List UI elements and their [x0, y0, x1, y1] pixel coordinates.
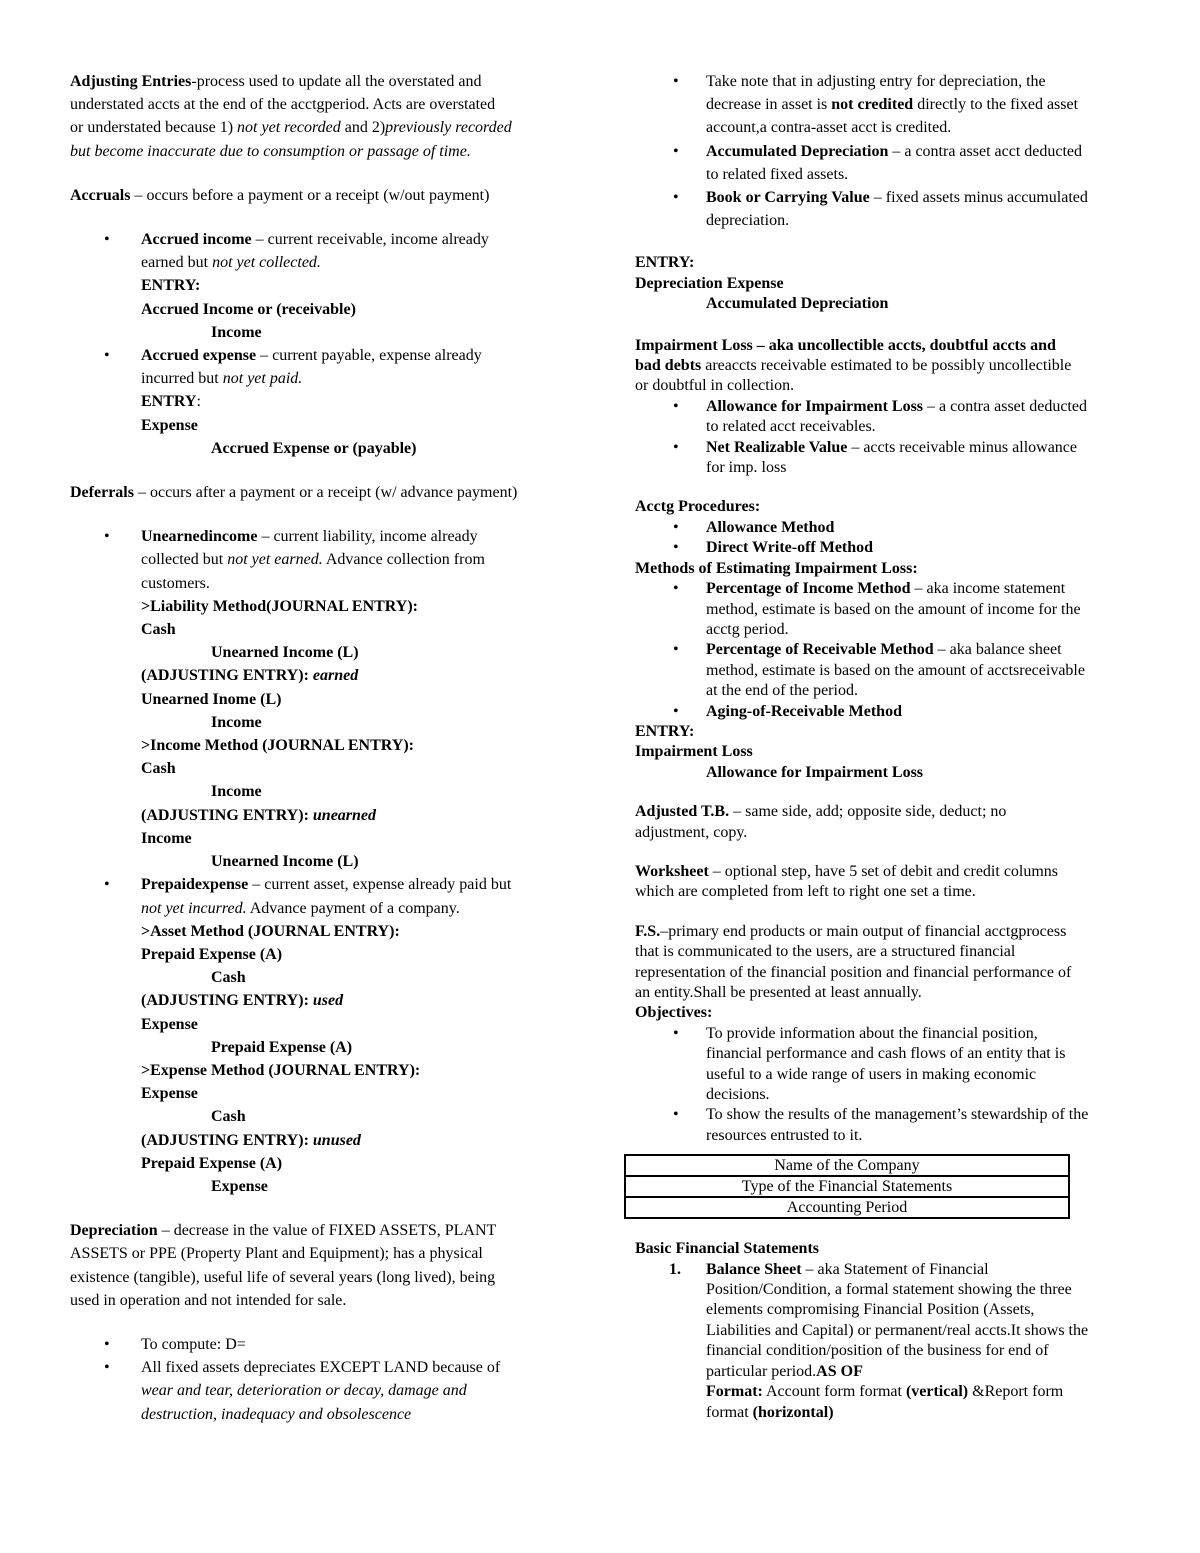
text: understated accts at the end of the acctgperiod. Acts are overstated — [70, 96, 496, 114]
text: customers. — [141, 574, 210, 592]
text: resources entrusted to it. — [706, 1126, 863, 1144]
entry-credit: Accumulated Depreciation — [706, 295, 889, 313]
term: Worksheet — [635, 862, 709, 880]
bullet-icon: • — [104, 528, 110, 546]
text: – current receivable, income already — [251, 231, 489, 249]
text: but become inaccurate due to consumption or passage of time. — [70, 142, 471, 160]
procedure-item — [635, 538, 1135, 558]
bullet-icon: • — [673, 73, 679, 90]
impairment-paragraph — [635, 336, 1135, 397]
entry-label: ENTRY: — [635, 254, 695, 272]
text: account,a contra-asset acct is credited. — [706, 119, 952, 137]
method-item — [635, 579, 1135, 640]
text: previously recorded — [385, 119, 512, 137]
procedure-item — [635, 518, 1135, 538]
text: (horizontal) — [752, 1403, 834, 1421]
term: Net Realizable Value — [706, 438, 848, 456]
land-exception-item — [70, 1356, 580, 1426]
text: Direct Write-off Method — [706, 539, 874, 557]
text: which are completed from left to right one set a time. — [635, 883, 976, 901]
entry-debit: Cash — [141, 621, 176, 639]
fs-paragraph — [635, 922, 1135, 1146]
allowance-item — [635, 397, 1135, 438]
adjusting-word: unused — [312, 1131, 361, 1149]
entry-label: ENTRY: — [635, 722, 695, 740]
text: financial performance and cash flows of an entity that is — [706, 1045, 1066, 1063]
bullet-icon: • — [673, 702, 679, 720]
accrued-expense-item — [70, 344, 580, 460]
text: that is communicated to the users, are a structured financial — [635, 943, 1016, 961]
entry-credit: Income — [211, 323, 262, 341]
dep-note-item — [635, 70, 1135, 140]
fs-header-table — [624, 1154, 1070, 1219]
accruals-paragraph — [70, 184, 580, 207]
text: used in operation and not intended for sale. — [70, 1291, 347, 1309]
method-heading: >Liability Method(JOURNAL ENTRY): — [141, 597, 419, 615]
term: Prepaidexpense — [141, 876, 249, 894]
compute-item — [70, 1333, 580, 1356]
text: Account form format — [762, 1383, 906, 1401]
bullet-icon: • — [673, 1024, 679, 1042]
objective-item — [635, 1024, 1135, 1106]
table-cell: Name of the Company — [625, 1155, 1069, 1176]
text: – current asset, expense already paid but — [248, 876, 512, 894]
term: Deferrals — [70, 484, 134, 502]
text: incurred but — [141, 370, 223, 388]
bullet-icon: • — [673, 142, 679, 160]
text: acctg period. — [706, 620, 789, 638]
entry-label: ENTRY: — [141, 277, 201, 295]
bullet-icon: • — [673, 1106, 679, 1124]
adjusting-label: (ADJUSTING ENTRY): — [141, 1131, 313, 1149]
text: Advance payment of a company. — [246, 899, 460, 917]
table-cell: Type of the Financial Statements — [625, 1176, 1069, 1197]
term: Accrued expense — [141, 347, 257, 365]
text: ASSETS or PPE (Property Plant and Equipment); has a physical — [70, 1245, 483, 1263]
method-heading: >Expense Method (JOURNAL ENTRY): — [141, 1061, 421, 1079]
text: – same side, add; opposite side, deduct; no — [729, 803, 1007, 821]
bullet-icon: • — [104, 347, 110, 365]
text: and 2) — [340, 119, 386, 137]
text: method, estimate is based on the amount of income for the — [706, 600, 1081, 618]
section-heading: Methods of Estimating Impairment Loss: — [635, 559, 918, 577]
bullet-icon: • — [673, 397, 679, 415]
text: AS OF — [816, 1362, 863, 1380]
adjusting-word: used — [312, 992, 344, 1010]
term: Adjusted T.B. — [635, 803, 730, 821]
text: – occurs before a payment or a receipt (w/out payment) — [130, 186, 490, 204]
term: F.S. — [635, 922, 661, 940]
text: not yet recorded — [237, 119, 341, 137]
entry-debit: Cash — [141, 760, 176, 778]
objective-item — [635, 1105, 1135, 1146]
text: decrease in asset is — [706, 96, 832, 114]
entry-credit: Cash — [211, 969, 246, 987]
text: Advance collection from — [322, 551, 485, 569]
bullet-icon: • — [104, 231, 110, 249]
text: – decrease in the value of FIXED ASSETS, PLANT — [157, 1222, 497, 1240]
term: Accumulated Depreciation — [706, 142, 889, 160]
bullet-icon: • — [673, 189, 679, 207]
text: depreciation. — [706, 212, 790, 230]
text: not yet earned. — [227, 551, 323, 569]
entry-debit: Prepaid Expense (A) — [141, 945, 283, 963]
depreciation-paragraph — [70, 1219, 580, 1312]
text: wear and tear, deterioration or decay, damage and — [141, 1382, 467, 1400]
left-column — [70, 70, 580, 1426]
adjusting-label: (ADJUSTING ENTRY): — [141, 667, 313, 685]
term: Accrued income — [141, 231, 252, 249]
text: Liabilities and Capital) or permanent/real accts.It shows the — [706, 1321, 1089, 1339]
worksheet-paragraph — [635, 862, 1135, 903]
entry-credit: Unearned Income (L) — [211, 644, 359, 662]
entry-debit: Income — [141, 829, 192, 847]
unearned-income-item — [70, 525, 580, 873]
text: – current payable, expense already — [256, 347, 482, 365]
table-row — [625, 1155, 1069, 1176]
text: method, estimate is based on the amount of acctsreceivable — [706, 661, 1085, 679]
adjusting-label: (ADJUSTING ENTRY): — [141, 806, 313, 824]
entry-debit: Impairment Loss — [635, 743, 753, 761]
text: useful to a wide range of users in making economic — [706, 1065, 1037, 1083]
text: -process used to update all the overstated and — [191, 73, 482, 90]
text: directly to the fixed asset — [913, 96, 1079, 114]
text: not credited — [831, 96, 914, 114]
text: – optional step, have 5 set of debit and credit columns — [708, 862, 1059, 880]
text: decisions. — [706, 1086, 770, 1104]
text: bad debts — [635, 357, 702, 375]
list-number: 1. — [669, 1260, 681, 1278]
text: Allowance Method — [706, 518, 835, 536]
entry-debit: Expense — [141, 1085, 198, 1103]
adjusting-word: earned — [312, 667, 359, 685]
section-heading: Objectives: — [635, 1004, 713, 1022]
method-item — [635, 640, 1135, 701]
entry-debit: Unearned Inome (L) — [141, 690, 282, 708]
procedures-section — [635, 497, 1135, 783]
bullet-icon: • — [673, 539, 679, 557]
method-heading: >Asset Method (JOURNAL ENTRY): — [141, 922, 400, 940]
text: Aging-of-Receivable Method — [706, 702, 902, 720]
text: or understated because 1) — [70, 119, 238, 137]
depreciation-entry — [635, 253, 1135, 314]
text: elements compromising Financial Position (Assets, — [706, 1301, 1035, 1319]
text: adjustment, copy. — [635, 823, 748, 841]
text: To compute: D= — [141, 1335, 246, 1353]
deferrals-paragraph — [70, 481, 580, 504]
text: representation of the financial position and financial performance of — [635, 963, 1072, 981]
text: an entity.Shall be presented at least annually. — [635, 984, 922, 1002]
entry-credit: Income — [211, 713, 262, 731]
text: existence (tangible), useful life of several years (long lived), being — [70, 1268, 496, 1286]
book-value-item — [635, 186, 1135, 232]
text: To show the results of the management’s stewardship of the — [706, 1106, 1089, 1124]
term: Adjusting Entries — [70, 73, 192, 90]
entry-debit: Expense — [141, 1015, 198, 1033]
text: not yet incurred. — [141, 899, 247, 917]
text: to related fixed assets. — [706, 165, 849, 183]
text: – occurs after a payment or a receipt (w/ advance payment) — [133, 484, 518, 502]
section-heading: Acctg Procedures: — [635, 498, 761, 516]
term: Allowance for Impairment Loss — [706, 397, 924, 415]
entry-credit: Prepaid Expense (A) — [211, 1038, 353, 1056]
text: collected but — [141, 551, 228, 569]
section-heading: Basic Financial Statements — [635, 1240, 819, 1258]
term: Percentage of Income Method — [706, 580, 911, 598]
text: not yet paid. — [222, 370, 303, 388]
term: Book or Carrying Value — [706, 189, 870, 207]
bullet-icon: • — [104, 1335, 110, 1353]
text: or doubtful in collection. — [635, 377, 795, 395]
text: (vertical) — [905, 1383, 969, 1401]
text: – current liability, income already — [257, 528, 478, 546]
bullet-icon: • — [104, 1359, 110, 1377]
balance-sheet-item — [635, 1260, 1135, 1423]
adjusting-label: (ADJUSTING ENTRY): — [141, 992, 313, 1010]
text: All fixed assets depreciates EXCEPT LAND because of — [141, 1359, 501, 1377]
text: format — [706, 1403, 753, 1421]
table-cell: Accounting Period — [625, 1197, 1069, 1218]
text: for imp. loss — [706, 459, 787, 477]
method-heading: >Income Method (JOURNAL ENTRY): — [141, 737, 414, 755]
bullet-icon: • — [673, 518, 679, 536]
text: – accts receivable minus allowance — [847, 438, 1077, 456]
text: areaccts receivable estimated to be possibly uncollectible — [701, 357, 1072, 375]
accrued-income-item — [70, 228, 580, 344]
text: financial condition/position of the business for end of — [706, 1342, 1049, 1360]
entry-credit: Income — [211, 783, 262, 801]
text: – aka Statement of Financial — [801, 1260, 989, 1278]
text: not yet collected. — [212, 254, 321, 272]
method-item — [635, 702, 1135, 722]
term: Unearnedincome — [141, 528, 258, 546]
term: Accruals — [70, 186, 131, 204]
entry-credit: Cash — [211, 1108, 246, 1126]
accumulated-depreciation-item — [635, 140, 1135, 186]
entry-credit: Accrued Expense or (payable) — [211, 439, 417, 457]
text: Position/Condition, a formal statement showing the three — [706, 1281, 1072, 1299]
term: Balance Sheet — [706, 1260, 802, 1278]
entry-debit: Accrued Income or (receivable) — [141, 300, 356, 318]
adjusting-entries-paragraph — [70, 70, 580, 163]
entry-debit: Prepaid Expense (A) — [141, 1154, 283, 1172]
entry-credit: Allowance for Impairment Loss — [706, 763, 924, 781]
right-column — [635, 70, 1135, 1423]
entry-credit: Unearned Income (L) — [211, 853, 359, 871]
term: Depreciation — [70, 1222, 158, 1240]
text: to related acct receivables. — [706, 418, 876, 436]
text: –primary end products or main output of financial acctgprocess — [660, 922, 1067, 940]
text: at the end of the period. — [706, 682, 858, 700]
net-realizable-item — [635, 438, 1135, 479]
text: – a contra asset deducted — [923, 397, 1087, 415]
table-row — [625, 1176, 1069, 1197]
bullet-icon: • — [673, 580, 679, 598]
bullet-icon: • — [104, 876, 110, 894]
text: destruction, inadequacy and obsolescence — [141, 1405, 412, 1423]
entry-credit: Expense — [211, 1177, 268, 1195]
text: : — [196, 393, 201, 411]
entry-debit: Depreciation Expense — [635, 274, 784, 292]
bullet-icon: • — [673, 641, 679, 659]
adjusted-tb-paragraph — [635, 802, 1135, 843]
term: Percentage of Receivable Method — [706, 641, 934, 659]
basic-fs-section — [635, 1239, 1135, 1423]
term: Format: — [706, 1383, 763, 1401]
text: particular period. — [706, 1362, 817, 1380]
entry-debit: Expense — [141, 416, 198, 434]
text: To provide information about the financial position, — [706, 1024, 1038, 1042]
text: – aka balance sheet — [933, 641, 1062, 659]
text: Take note that in adjusting entry for depreciation, the — [706, 73, 1046, 90]
entry-label: ENTRY — [141, 393, 197, 411]
text: &Report form — [968, 1383, 1064, 1401]
table-row — [625, 1197, 1069, 1218]
text: Impairment Loss – aka uncollectible accts, doubtful accts and — [635, 336, 1056, 354]
bullet-icon: • — [673, 438, 679, 456]
text: – aka income statement — [910, 580, 1066, 598]
adjusting-word: unearned — [312, 806, 377, 824]
text: – fixed assets minus accumulated — [869, 189, 1088, 207]
text: earned but — [141, 254, 213, 272]
text: – a contra asset acct deducted — [888, 142, 1083, 160]
prepaid-expense-item — [70, 873, 580, 1198]
